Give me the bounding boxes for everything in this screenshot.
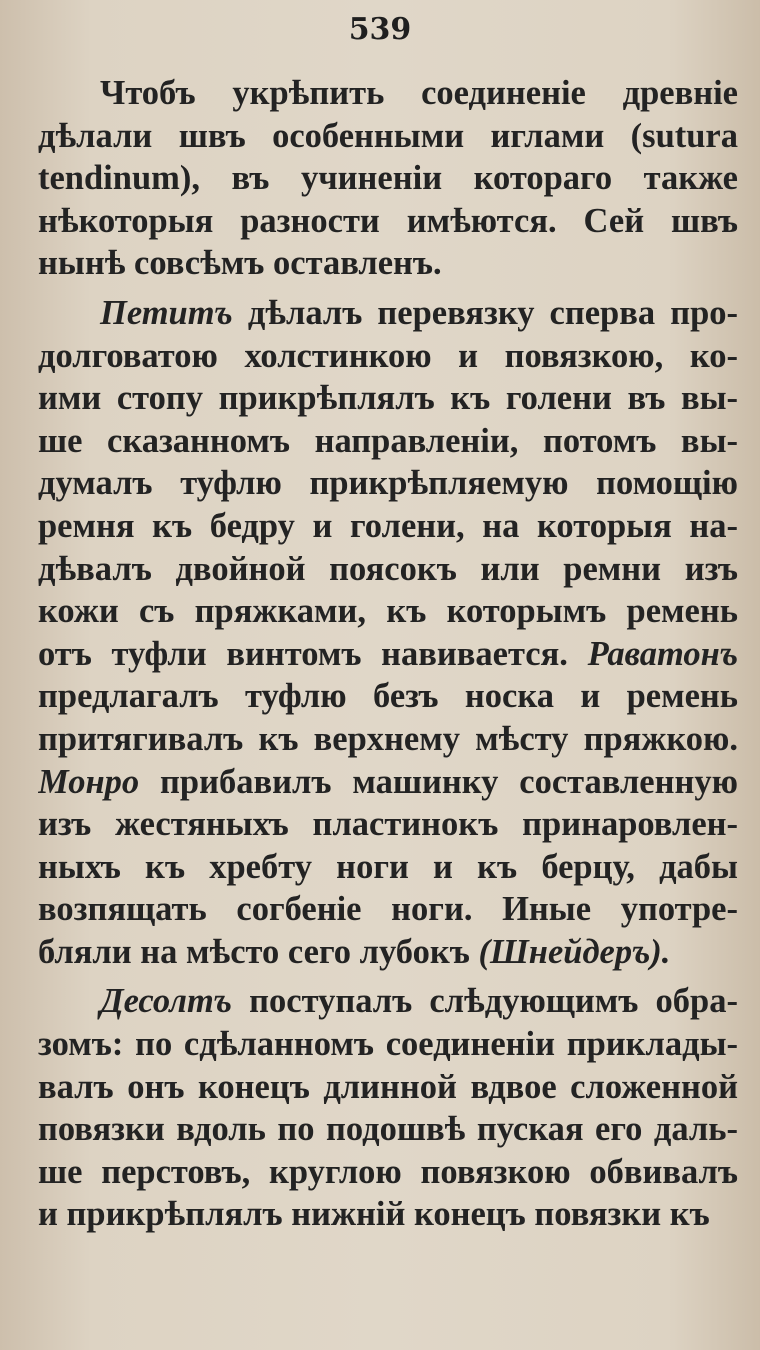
text-line [38, 377, 738, 420]
text-segment: прибавилъ машинку составленную [139, 762, 738, 801]
text-segment: ими стопу прикрѣплялъ къ голени въ вы- [38, 379, 738, 418]
italic-name: Раватонъ [587, 634, 738, 673]
text-line [38, 1151, 738, 1194]
text-line [38, 72, 738, 115]
text-segment: кожи съ пряжками, къ которымъ ремень [38, 592, 738, 631]
text-segment: изъ жестяныхъ пластинокъ принаровлен- [38, 805, 738, 844]
text-segment: зомъ: по сдѣланномъ соединеніи приклады- [38, 1025, 738, 1064]
text-segment: дѣлалъ перевязку сперва про- [232, 293, 738, 332]
text-segment: дѣлали швъ особенными иглами (sutura [38, 116, 738, 155]
page-number: 539 [348, 12, 412, 47]
text-segment: tendinum), въ учиненіи котораго также [38, 159, 738, 198]
text-segment: отъ туфли винтомъ навивается. [38, 634, 588, 673]
text-line [38, 462, 738, 505]
text-line [38, 761, 738, 804]
text-segment: ныхъ къ хребту ноги и къ берцу, дабы [38, 847, 738, 886]
text-line [38, 718, 738, 761]
text-segment: Чтобъ укрѣпить соединеніе древніе [100, 74, 738, 112]
text-line [38, 420, 738, 463]
body-text [38, 72, 738, 1236]
text-segment: думалъ туфлю прикрѣпляемую помощію [38, 464, 738, 503]
text-segment: поступалъ слѣдующимъ обра- [232, 982, 738, 1021]
text-segment: дѣвалъ двойной поясокъ или ремни изъ [38, 549, 738, 588]
text-segment: валъ онъ конецъ длинной вдвое сложенной [38, 1067, 738, 1106]
text-line [38, 157, 738, 200]
text-segment: повязки вдоль по подошвѣ пуская его даль- [38, 1110, 738, 1149]
paragraph-gap [38, 973, 738, 980]
text-segment: и прикрѣплялъ нижній конецъ повязки къ [38, 1195, 710, 1234]
text-line [38, 803, 738, 846]
text-line [38, 200, 738, 243]
text-segment: притягивалъ къ верхнему мѣсту пряжкою. [38, 719, 738, 758]
text-segment: бляли на мѣсто сего лубокъ [38, 932, 479, 971]
text-line [38, 675, 738, 718]
text-line [38, 1193, 738, 1236]
text-line [38, 1023, 738, 1066]
italic-name: Десолтъ [100, 982, 232, 1021]
text-segment: возпящать согбеніе ноги. Иные употре- [38, 890, 738, 929]
text-line [38, 115, 738, 158]
text-segment: нѣкоторыя разности имѣются. Сей швъ [38, 201, 738, 240]
text-line [38, 1066, 738, 1109]
text-segment: ше сказанномъ направленіи, потомъ вы- [38, 421, 738, 460]
text-line [38, 980, 738, 1023]
text-line [38, 846, 738, 889]
text-line [38, 292, 738, 335]
text-line [38, 505, 738, 548]
text-segment: ремня къ бедру и голени, на которыя на- [38, 506, 738, 545]
text-line [38, 888, 738, 931]
italic-name: (Шнейдеръ). [478, 932, 671, 971]
text-segment: нынѣ совсѣмъ оставленъ. [38, 244, 442, 283]
text-segment: долговатою холстинкою и повязкою, ко- [38, 336, 738, 375]
text-line [38, 590, 738, 633]
text-line [38, 1108, 738, 1151]
text-line [38, 335, 738, 378]
text-segment: ше перстовъ, круглою повязкою обвивалъ [38, 1152, 738, 1191]
text-line [38, 242, 738, 285]
text-segment: предлагалъ туфлю безъ носка и ремень [38, 677, 738, 716]
paragraph-gap [38, 285, 738, 292]
italic-name: Монро [38, 762, 140, 801]
italic-name: Петитъ [100, 293, 233, 332]
text-line [38, 548, 738, 591]
text-line [38, 931, 738, 974]
text-line [38, 633, 738, 676]
